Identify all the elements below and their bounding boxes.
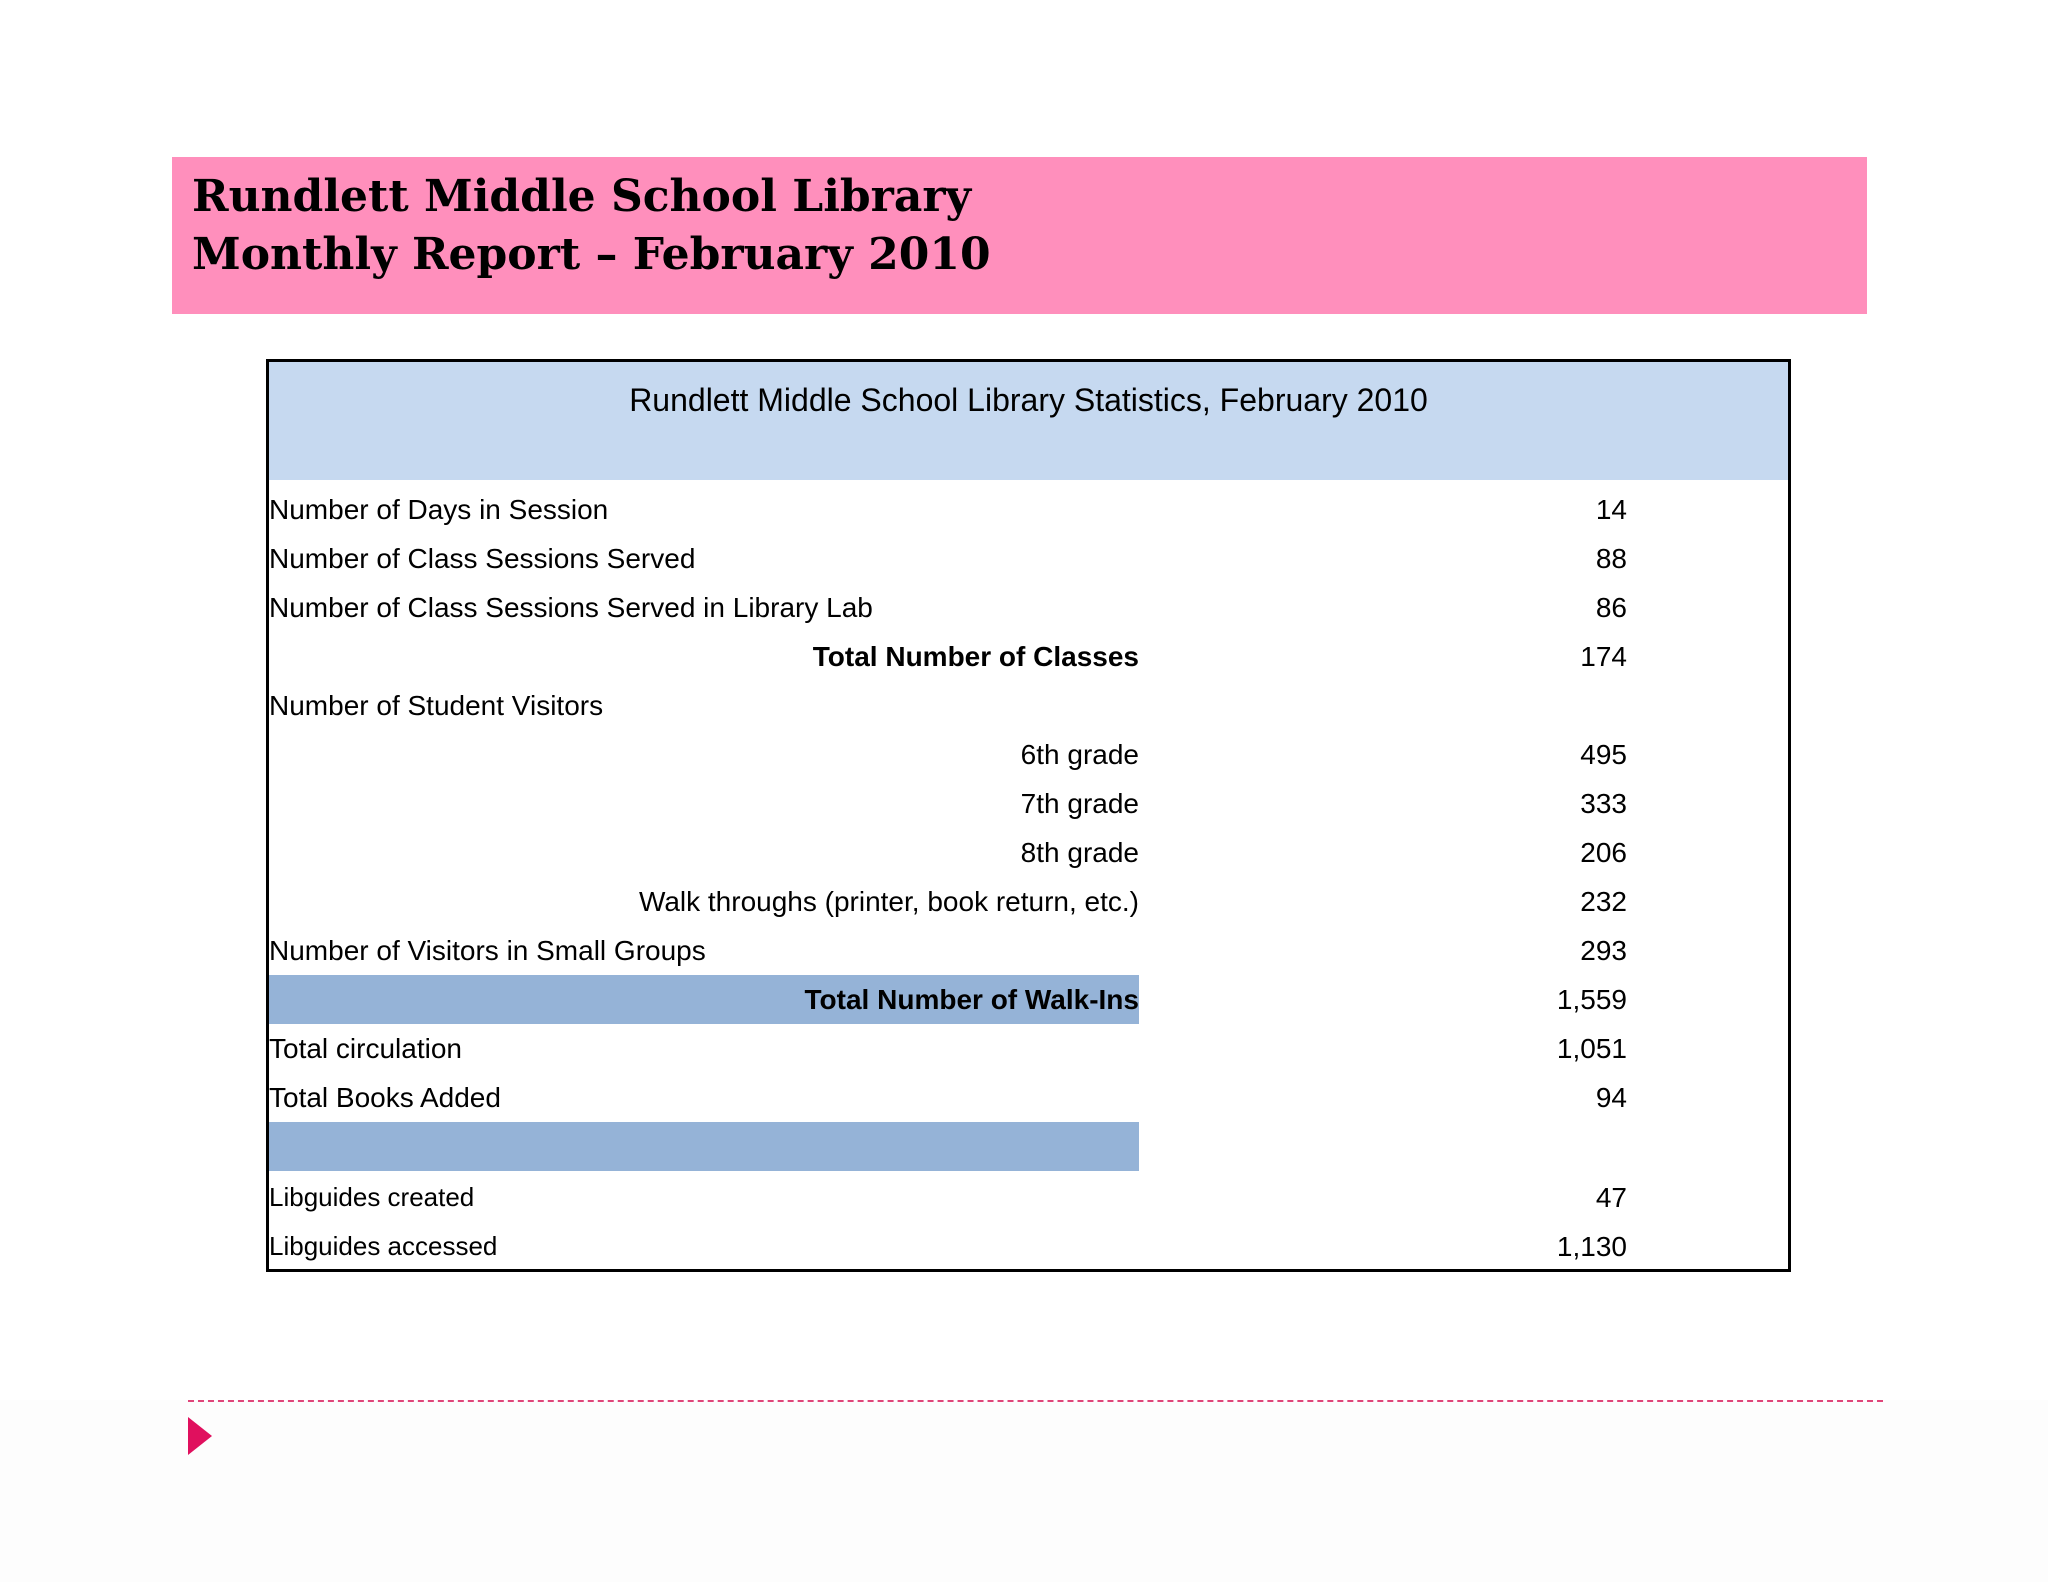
table-row [269,1173,1788,1222]
table-row [269,975,1788,1024]
table-row [269,730,1788,779]
table-row [269,1122,1788,1171]
row-value-libguides-created: 47 [1595,1182,1627,1213]
row-label-student-visitors: Number of Student Visitors [269,690,604,721]
row-value-total-walk-ins: 1,559 [1556,984,1627,1015]
row-label-small-groups: Number of Visitors in Small Groups [269,935,706,966]
row-label-class-sessions-served: Number of Class Sessions Served [269,543,696,574]
row-value-total-books-added: 94 [1595,1082,1627,1113]
table-row [269,632,1788,681]
table-row [269,583,1788,632]
table-row [269,1024,1788,1073]
row-value-small-groups: 293 [1580,935,1627,966]
row-value-total-circulation: 1,051 [1556,1033,1627,1064]
table-row [269,779,1788,828]
table-row [269,1073,1788,1122]
title-banner [172,157,1867,314]
row-label-total-walk-ins: Total Number of Walk-Ins [269,975,1139,1024]
table-row [269,1222,1788,1271]
table-row [269,681,1788,730]
row-value-blank-separator [1419,1122,1627,1171]
row-label-8th-grade: 8th grade [1020,837,1139,868]
row-value-7th-grade: 333 [1580,788,1627,819]
triangle-bullet-icon [188,1417,212,1455]
row-label-library-lab-sessions: Number of Class Sessions Served in Library Lab [269,592,873,623]
statistics-table [266,359,1791,1272]
row-label-libguides-created: Libguides created [269,1182,475,1212]
table-row [269,485,1788,534]
row-value-class-sessions-served: 88 [1595,543,1627,574]
row-value-libguides-accessed: 1,130 [1556,1231,1627,1262]
statistics-table-header [269,362,1788,480]
row-label-7th-grade: 7th grade [1020,788,1139,819]
row-label-days-in-session: Number of Days in Session [269,494,609,525]
table-row [269,877,1788,926]
row-label-total-circulation: Total circulation [269,1033,462,1064]
statistics-table-title: Rundlett Middle School Library Statistics, February 2010 [629,382,1428,418]
footer-dashed-divider [188,1400,1883,1402]
footer-band [0,1400,2048,1582]
row-value-6th-grade: 495 [1580,739,1627,770]
row-label-walk-throughs: Walk throughs (printer, book return, etc.) [638,886,1139,917]
row-label-blank-separator [269,1122,1139,1171]
table-row [269,926,1788,975]
report-title-line-1: Rundlett Middle School Library [192,171,972,222]
table-row [269,828,1788,877]
row-value-total-classes: 174 [1580,641,1627,672]
row-value-walk-throughs: 232 [1580,886,1627,917]
row-value-8th-grade: 206 [1580,837,1627,868]
row-label-6th-grade: 6th grade [1020,739,1139,770]
row-label-total-books-added: Total Books Added [269,1082,501,1113]
row-value-student-visitors [1419,681,1627,730]
report-title-line-2: Monthly Report – February 2010 [192,229,991,280]
row-value-library-lab-sessions: 86 [1595,592,1627,623]
row-label-libguides-accessed: Libguides accessed [269,1231,498,1261]
table-row [269,534,1788,583]
row-label-total-classes: Total Number of Classes [812,641,1139,672]
row-value-days-in-session: 14 [1595,494,1627,525]
